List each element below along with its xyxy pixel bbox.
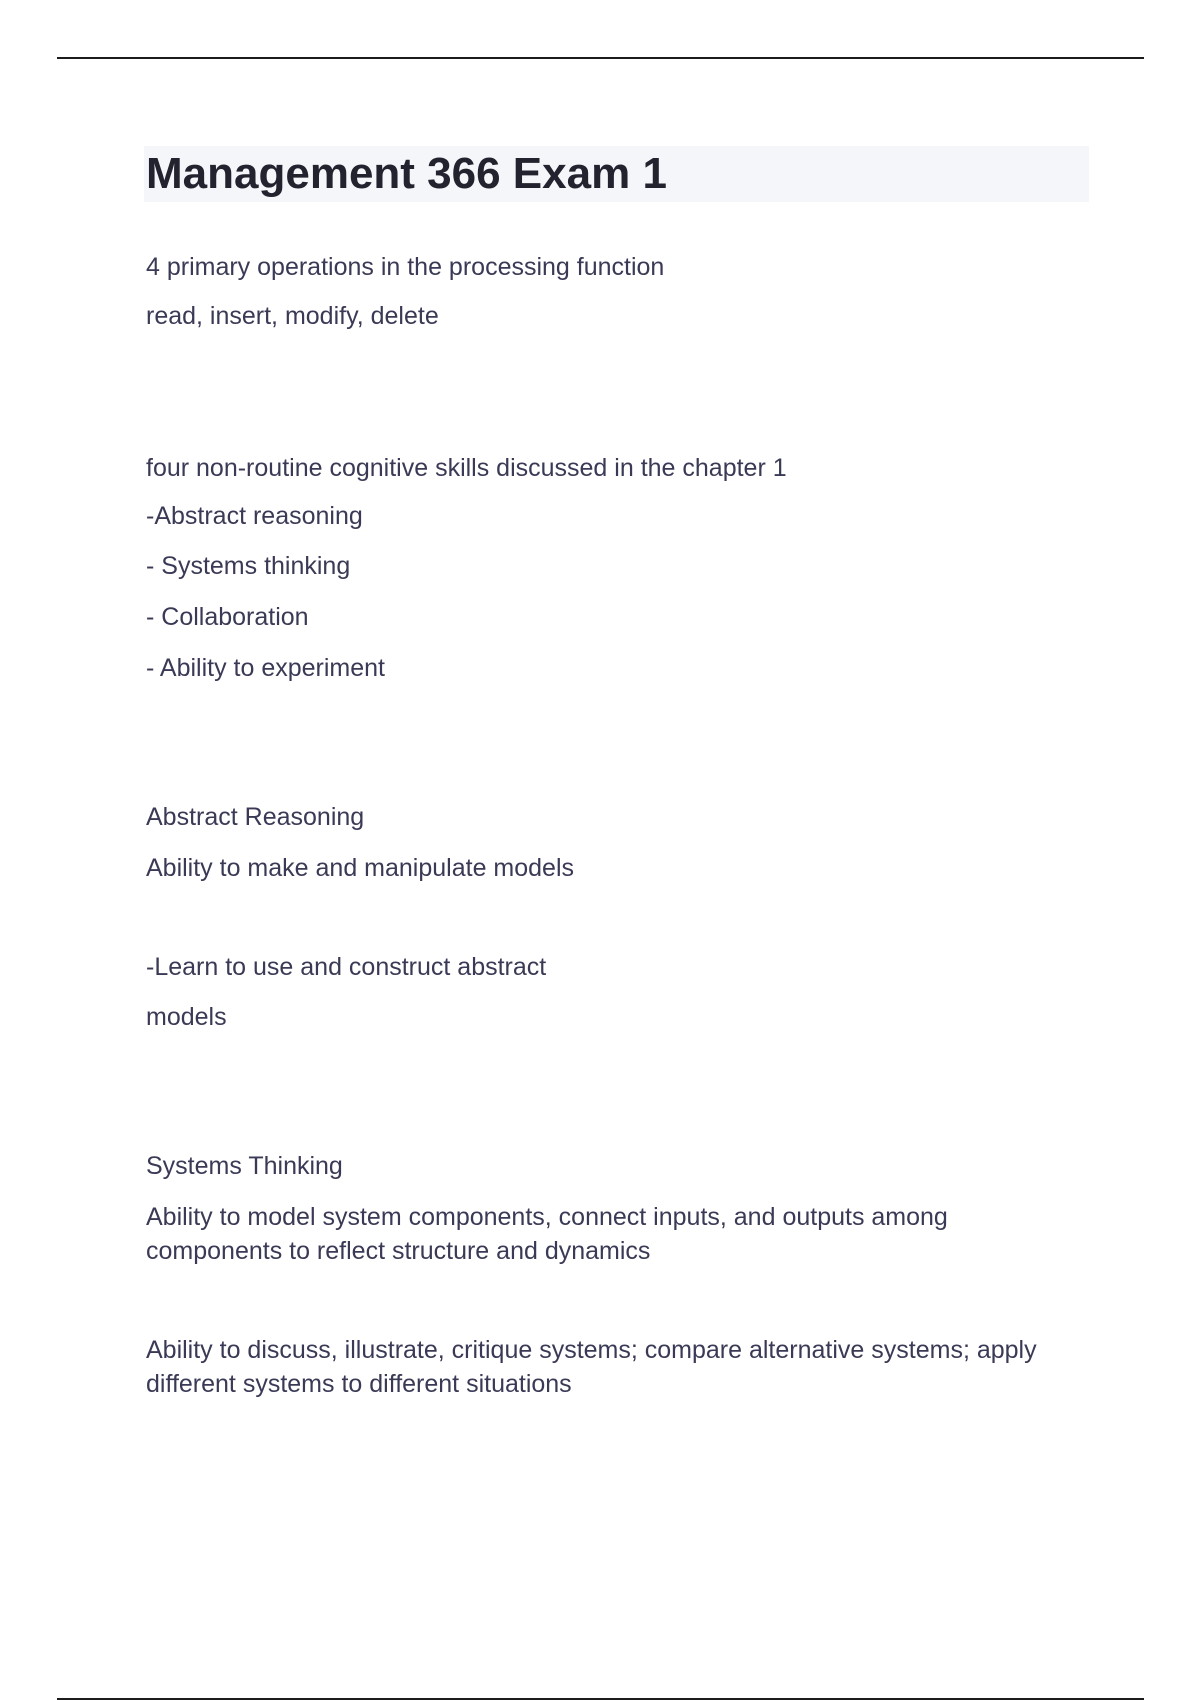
card-2-term: four non-routine cognitive skills discussed in the chapter 1 bbox=[146, 454, 787, 482]
card-1-definition-line-1: read, insert, modify, delete bbox=[146, 302, 439, 330]
card-4-definition-paragraph-2: Ability to discuss, illustrate, critique systems; compare alternative systems; apply different systems to different situations bbox=[146, 1336, 1037, 1398]
card-4-term: Systems Thinking bbox=[146, 1152, 343, 1180]
card-4-definition-paragraph-1: Ability to model system components, connect inputs, and outputs among components to reflect structure and dynamics bbox=[146, 1203, 948, 1265]
top-rule bbox=[57, 57, 1144, 59]
card-2-definition-line-4: - Ability to experiment bbox=[146, 654, 385, 682]
card-2-definition-line-3: - Collaboration bbox=[146, 603, 309, 631]
card-1-term: 4 primary operations in the processing function bbox=[146, 253, 665, 281]
document-title: Management 366 Exam 1 bbox=[146, 149, 667, 198]
card-2-definition-line-2: - Systems thinking bbox=[146, 552, 351, 580]
card-2-definition-line-1: -Abstract reasoning bbox=[146, 502, 363, 530]
card-3-definition-line-2: -Learn to use and construct abstract bbox=[146, 953, 547, 981]
card-3-term: Abstract Reasoning bbox=[146, 803, 365, 831]
card-3-definition-line-3: models bbox=[146, 1003, 227, 1031]
card-3-definition-line-1: Ability to make and manipulate models bbox=[146, 854, 575, 882]
